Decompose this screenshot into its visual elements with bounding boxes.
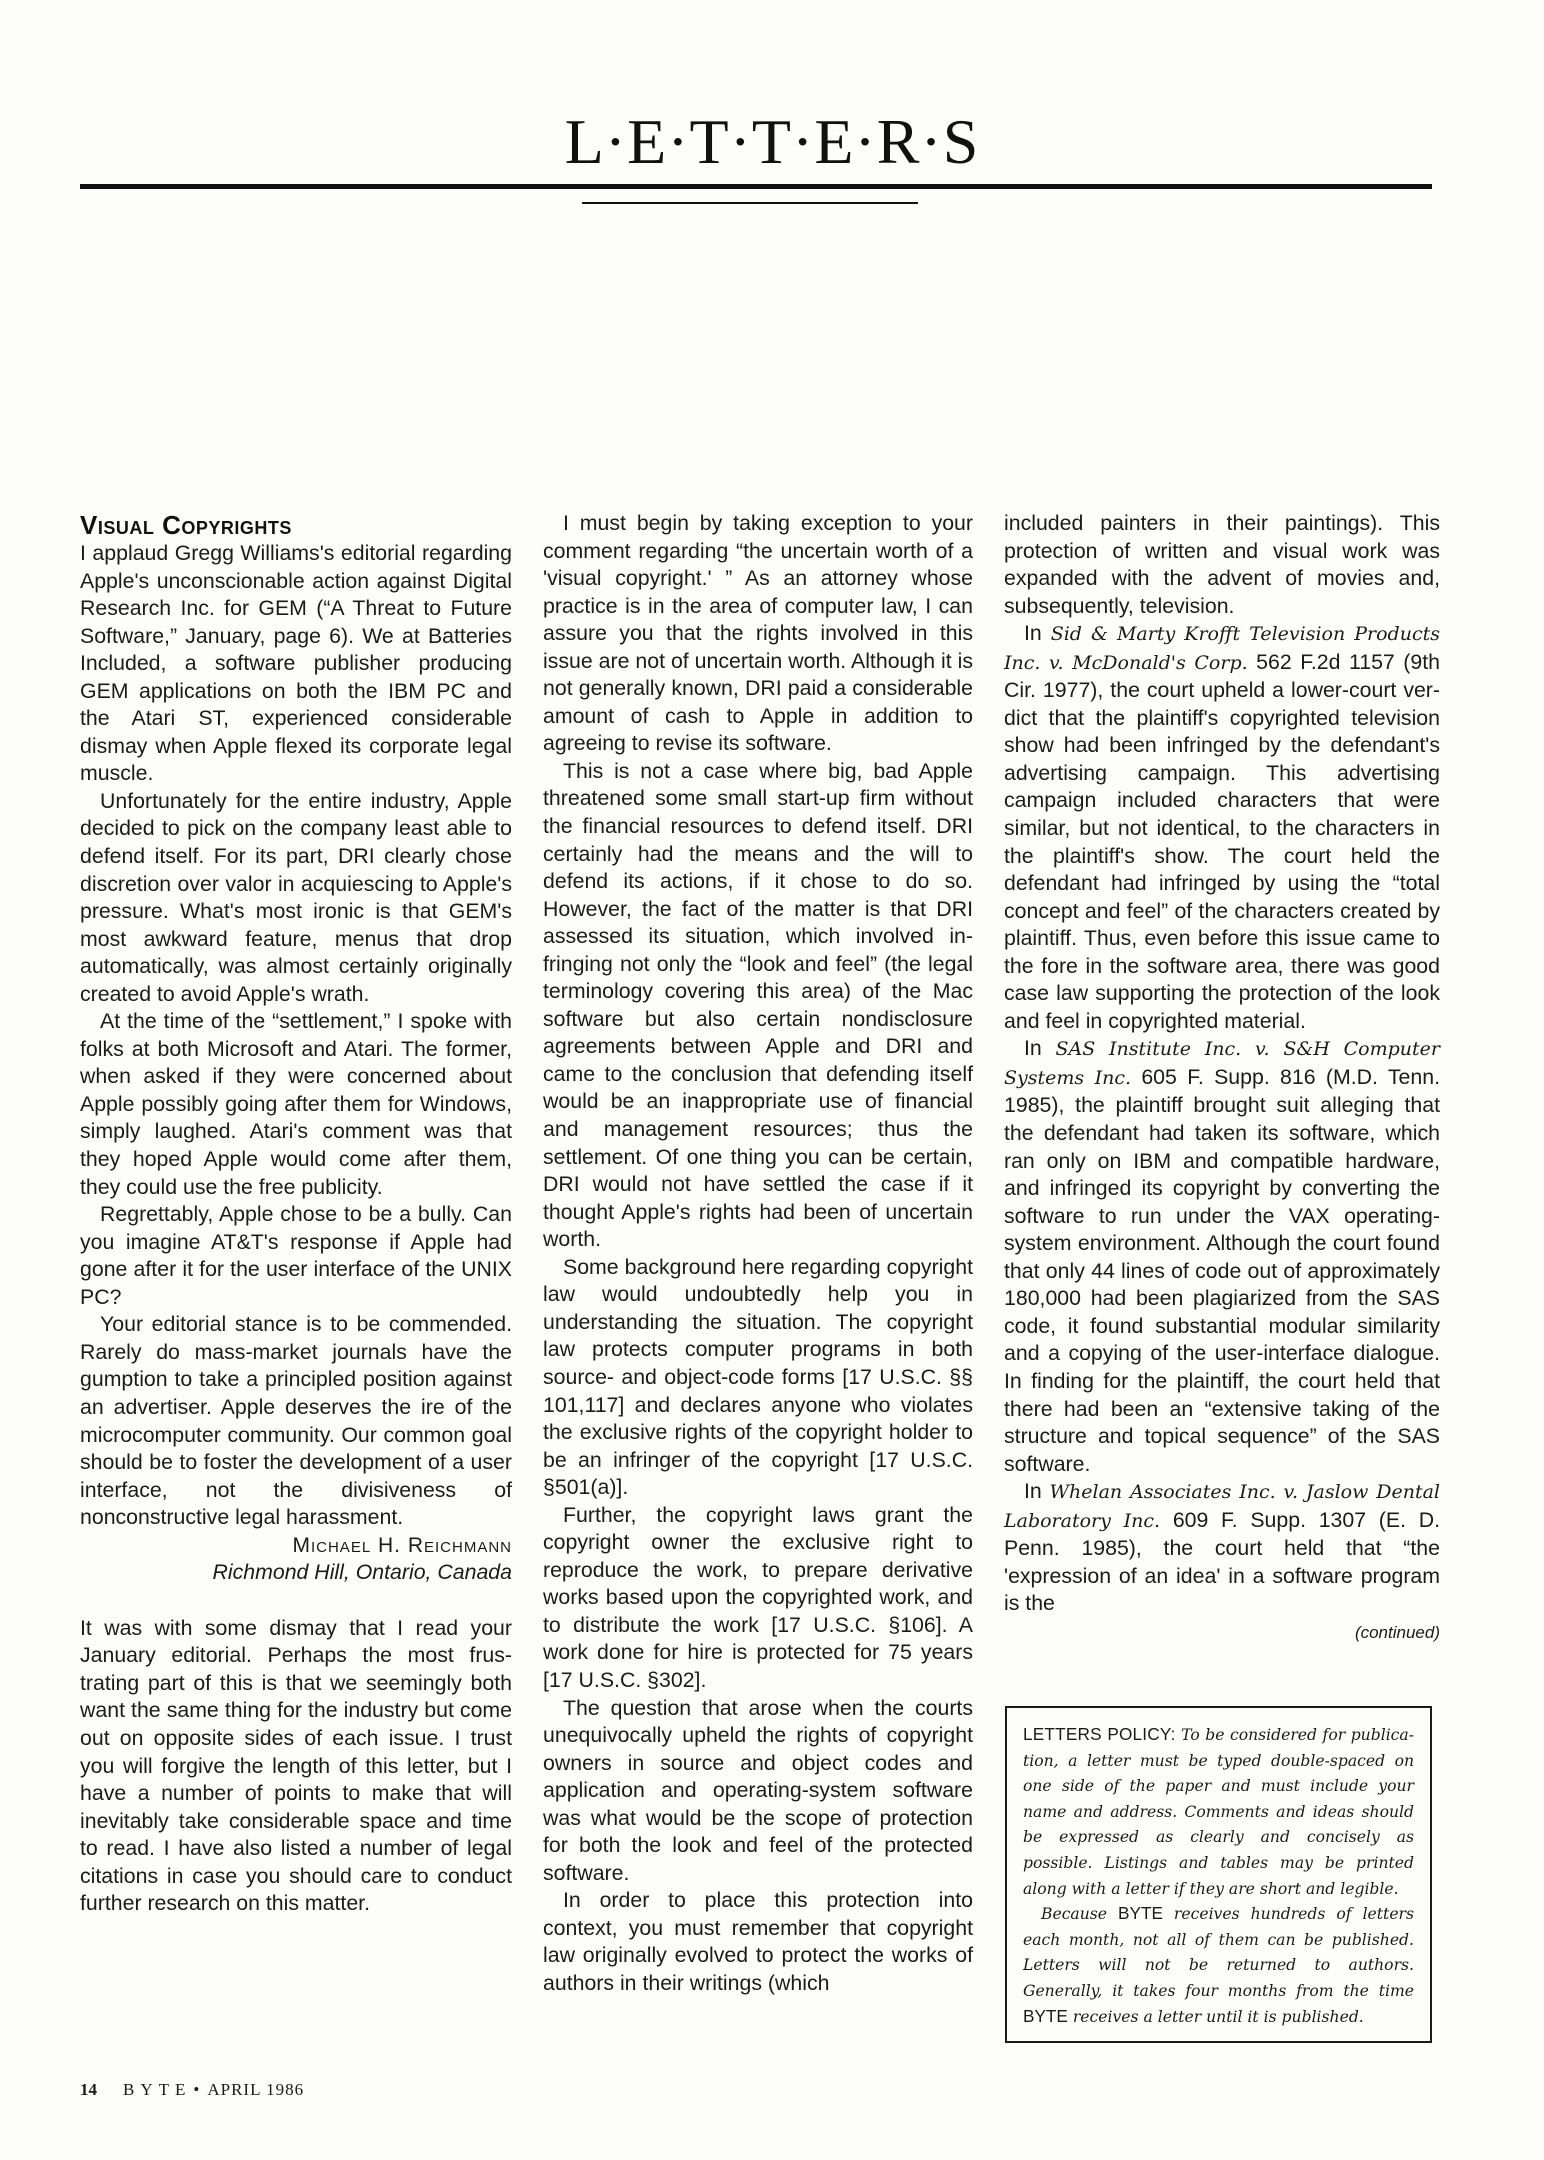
policy-paragraph <box>1023 1722 1414 1901</box>
signature-location: Richmond Hill, Ontario, Canada <box>212 1560 512 1585</box>
byte-name: BYTE <box>1023 2005 1068 2026</box>
letter-paragraph: In order to place this protection into context, you must remember that copyright law originally evolved to protect the works of authors in their writings (which <box>543 1888 973 1995</box>
page-number: 14 <box>80 2080 97 2099</box>
letter-paragraph: At the time of the “settlement,” I spoke with folks at both Microsoft and Atari. The former, when asked if they were concerned about Apple possibly going after them for Windows, simply laughed. Atari's comment was that they hoped Apple would come after them, they could use the free publicity. <box>80 1009 512 1199</box>
policy-paragraph <box>1023 1901 1414 2029</box>
letter-paragraph <box>1004 1035 1440 1478</box>
letter-paragraph: This is not a case where big, bad Apple threatened some small start-up firm without the financial resources to defend itself. DRI certainly had the means and the will to defend its actions, if it chose to do so. However, the fact of the matter is that DRI assessed its situation, which involved infringing not only the “look and feel” (the legal terminology covering this area) of the Mac software but also certain nondisclosure agreements between Apple and DRI and came to the conclusion that defending itself would be an inappropriate use of financial and management resources; thus the settlement. Of one thing you can be certain, DRI would not have settled the case if it thought Apple's rights had been of uncertain worth. <box>543 758 973 1252</box>
policy-label: LETTERS POLICY: <box>1023 1724 1176 1744</box>
signature-name: Michael H. Reichmann <box>292 1533 512 1557</box>
case-citation: Sid & Marty Krofft Television Products Inc. v. McDonald's Corp. <box>1004 623 1440 674</box>
continued-note: (continued) <box>1354 1622 1440 1642</box>
text: In <box>1024 621 1051 646</box>
letter-paragraph: It was with some dismay that I read your January editorial. Perhaps the most frustrating part of this is that we seemingly both want the same thing for the industry but come out on opposite sides of each issue. I trust you will forgive the length of this letter, but I have a number of points to make that will inevitably take considerable space and time to read. I have also listed a number of legal citations in case you should care to conduct further research on this matter. <box>80 1615 512 1916</box>
text: In <box>1024 1036 1056 1061</box>
letter-paragraph: The question that arose when the courts unequivocally upheld the rights of copyright owners in source and object codes and application and operating-system software was what would be the scope of protection for both the look and feel of the protected software. <box>543 1695 973 1885</box>
page-footer <box>80 2078 304 2102</box>
letter-paragraph: I applaud Gregg Williams's editorial regarding Apple's unconscionable action against Digital Research Inc. for GEM (“A Threat to Future Software,” January, page 6). We at Batteries Included, a software publisher producing GEM applications on both the IBM PC and the Atari ST, experienced considerable dismay when Apple flexed its corporate legal muscle. <box>80 541 512 786</box>
column-2 <box>543 510 973 1998</box>
policy-text: receives hundreds of letters each month, not all of them can be published. Letters will not be returned to authors. Generally, it takes four months from the time <box>1023 1905 1415 2000</box>
letters-policy-box <box>1005 1706 1432 2043</box>
letter-headline: Visual Copyrights <box>80 510 292 540</box>
issue-date: APRIL 1986 <box>207 2080 305 2099</box>
letter-paragraph: I must begin by taking exception to your comment regarding “the uncertain worth of a 'visual copyright.' ” As an attorney whose practice is in the area of computer law, I can assure you that the rights involved in this issue are not of uncertain worth. Although it is not generally known, DRI paid a considerable amount of cash to Apple in addition to agreeing to revise its software. <box>543 511 973 756</box>
letter-paragraph: Unfortunately for the entire industry, Apple decided to pick on the company least able to defend itself. For its part, DRI clearly chose discretion over valor in acquiescing to Apple's pressure. What's most ironic is that GEM's most awkward feature, menus that drop automatically, was almost certainly originally created to avoid Apple's wrath. <box>80 788 512 1006</box>
letter-paragraph: Your editorial stance is to be commended. Rarely do mass-market journals have the gumption to take a principled position against an advertiser. Apple deserves the ire of the microcomputer community. Our common goal should be to foster the development of a user interface, not the divisiveness of nonconstructive legal harassment. <box>80 1312 512 1530</box>
bullet-separator: • <box>193 2080 200 2099</box>
letter-paragraph <box>1004 620 1440 1035</box>
text: In <box>1024 1479 1050 1504</box>
byte-name: BYTE <box>1118 1903 1163 1924</box>
policy-text: To be considered for publication, a letter must be typed double-spaced on one side of the paper and must include your name and address. Comments and ideas should be expressed as clearly and concisely as possible. Listings and tables may be printed along with a letter if they are short and legible. <box>1023 1726 1414 1898</box>
case-citation: Whelan Associates Inc. v. Jaslow Dental Laboratory Inc. <box>1004 1481 1440 1532</box>
magazine-name: BYTE <box>123 2080 192 2099</box>
letter-paragraph: Some background here regarding copyright law would undoubtedly help you in understanding the situation. The copyright law protects computer programs in both source- and object-code forms [17 U.S.C. §§ 101,117] and declares anyone who violates the exclusive rights of the copyright holder to be an infringer of the copyright [17 U.S.C. §501(a)]. <box>543 1254 973 1500</box>
letter-paragraph: included painters in their paintings). This protection of written and visual work was expanded with the advent of movies and, subsequently, television. <box>1004 511 1440 618</box>
column-3 <box>1004 510 1440 1646</box>
letter-separator <box>80 1587 512 1615</box>
policy-text: receives a letter until it is published. <box>1067 2007 1364 2026</box>
text: 605 F. Supp. 816 (M.D. Tenn. 1985), the plaintiff brought suit alleging that the defendant had taken its software, which ran only on IBM and compatible hardware, and infringed its copyright by converting the software to run under the VAX operating-system environment. Although the court found that only 44 lines of code out of approximately 180,000 had been plagiarized from the SAS code, it found substantial modular similarity and a copying of the user-interface dialogue. In finding for the plaintiff, the court held that there had been an “extensive taking of the structure and topical sequence” of the SAS software. <box>1004 1064 1440 1476</box>
text: 562 F.2d 1157 (9th Cir. 1977), the court upheld a lower-court verdict that the plaintiff's copyrighted television show had been infringed by the defendant's advertising campaign. This advertising campaign included characters that were similar, but not identical, to the characters in the plaintiff's show. The court held the defendant had infringed by using the “total concept and feel” of the characters created by plaintiff. Thus, even before this issue came to the fore in the software area, there was good case law supporting the protection of the look and feel in copyrighted material. <box>1004 649 1440 1033</box>
column-1 <box>80 510 512 1918</box>
text: 609 F. Supp. 1307 (E. D. Penn. 1985), the court held that “the 'expression of an idea' in a software program is the <box>1004 1507 1440 1616</box>
header-rule-thick <box>80 184 1432 189</box>
section-title: L·E·T·T·E·R·S <box>564 106 980 177</box>
header-rule-thin <box>582 202 918 204</box>
letter-paragraph <box>1004 1478 1440 1618</box>
case-citation: SAS Institute Inc. v. S&H Computer Systems Inc. <box>1004 1038 1440 1089</box>
policy-text: Because <box>1041 1905 1119 1924</box>
letter-paragraph: Regrettably, Apple chose to be a bully. Can you imagine AT&T's response if Apple had gone after it for the user interface of the UNIX PC? <box>80 1202 512 1309</box>
letter-paragraph: Further, the copyright laws grant the copyright owner the exclusive right to reproduce the work, to prepare derivative works based upon the copyrighted work, and to distribute the work [17 U.S.C. §106]. A work done for hire is protected for 75 years [17 U.S.C. §302]. <box>543 1502 973 1692</box>
